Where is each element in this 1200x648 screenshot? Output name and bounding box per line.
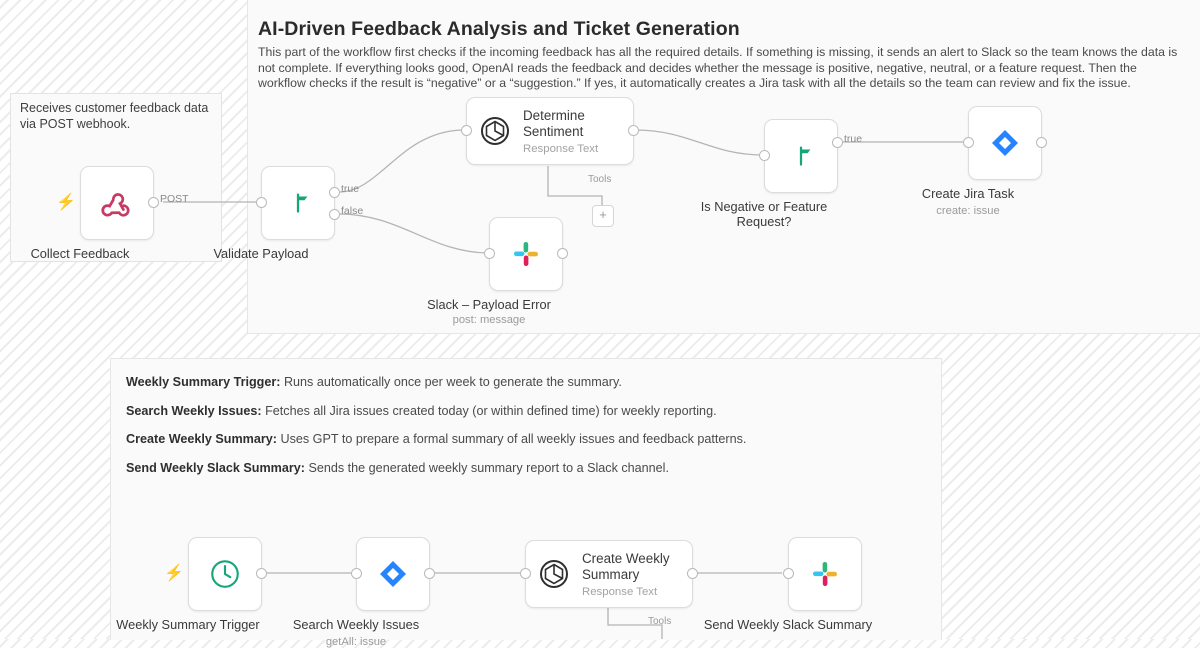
legend-item-text: Uses GPT to prepare a formal summary of all weekly issues and feedback patterns.: [276, 432, 747, 446]
legend-item: [126, 403, 926, 419]
node-slack-payload-error-box[interactable]: [489, 217, 563, 291]
output-port[interactable]: [557, 248, 568, 259]
tools-label: Tools: [588, 174, 612, 185]
output-port[interactable]: [148, 197, 159, 208]
jira-icon: [377, 558, 409, 590]
port-label-false: false: [341, 205, 364, 217]
slack-icon: [809, 558, 841, 590]
switch-icon: [786, 141, 816, 171]
output-port[interactable]: [1036, 137, 1047, 148]
webhook-icon: [100, 186, 134, 220]
legend-item-title: Search Weekly Issues:: [126, 403, 262, 418]
node-search-weekly-issues-box[interactable]: [356, 537, 430, 611]
node-weekly-summary-trigger-box[interactable]: [188, 537, 262, 611]
node-collect-feedback-box[interactable]: [80, 166, 154, 240]
legend-item: [126, 460, 926, 476]
legend-item-text: Runs automatically once per week to generate the summary.: [280, 375, 622, 389]
node-label: Collect Feedback: [30, 246, 130, 261]
node-send-weekly-slack-summary-box[interactable]: [788, 537, 862, 611]
tools-label: Tools: [648, 616, 672, 627]
output-port-true[interactable]: [329, 187, 340, 198]
node-label: Validate Payload: [213, 246, 309, 261]
legend-item-text: Fetches all Jira issues created today (or within defined time) for weekly reporting.: [261, 403, 717, 418]
output-port[interactable]: [424, 568, 435, 579]
node-label: Send Weekly Slack Summary: [703, 617, 873, 632]
legend-item-title: Weekly Summary Trigger:: [126, 375, 281, 389]
sticky-description: This part of the workflow first checks if the incoming feedback has all the required details. If something is missing, it sends an alert to Slack so the team knows the data is not complete. If everything looks good, OpenAI reads the feedback and decides whether the message is positive, negative, neutral, or a feature request. Then the workflow checks if the result is “negative” or a “suggestion.” If yes, it automatically creates a Jira task with all the details so the team can review and fix the issue.: [258, 45, 1178, 91]
port-label-true: true: [341, 183, 360, 195]
node-validate-payload-box[interactable]: [261, 166, 335, 240]
node-subtitle: Response Text: [523, 142, 599, 155]
input-port[interactable]: [963, 137, 974, 148]
output-port-false[interactable]: [329, 209, 340, 220]
openai-icon: [479, 115, 511, 147]
node-create-weekly-summary-box[interactable]: [525, 540, 693, 608]
node-sublabel: create: issue: [936, 205, 1000, 217]
add-tool-button[interactable]: +: [592, 205, 614, 227]
legend-list: [126, 374, 926, 488]
legend-item-title: Create Weekly Summary:: [126, 432, 277, 446]
node-create-jira-task-box[interactable]: [968, 106, 1042, 180]
output-port[interactable]: [628, 125, 639, 136]
port-label-post: POST: [160, 193, 189, 205]
legend-item-title: Send Weekly Slack Summary:: [126, 460, 305, 475]
node-label: Slack – Payload Error: [427, 297, 551, 312]
note-text: Receives customer feedback data via POST webhook.: [20, 101, 209, 131]
input-port[interactable]: [256, 197, 267, 208]
input-port[interactable]: [759, 150, 770, 161]
input-port[interactable]: [351, 568, 362, 579]
clock-icon: [208, 557, 242, 591]
lightning-icon: ⚡: [164, 565, 184, 582]
output-port[interactable]: [687, 568, 698, 579]
input-port[interactable]: [484, 248, 495, 259]
openai-icon: [538, 558, 570, 590]
lightning-icon: ⚡: [56, 194, 76, 211]
page-title: AI-Driven Feedback Analysis and Ticket Generation: [258, 18, 740, 40]
input-port[interactable]: [520, 568, 531, 579]
node-title: Determine Sentiment: [523, 107, 585, 139]
node-sublabel: post: message: [452, 314, 526, 326]
input-port[interactable]: [461, 125, 472, 136]
node-is-negative-box[interactable]: [764, 119, 838, 193]
node-subtitle: Response Text: [582, 585, 658, 598]
legend-item: [126, 374, 926, 390]
node-label: Search Weekly Issues: [292, 617, 420, 632]
node-label: Is Negative or Feature Request?: [700, 199, 828, 229]
node-determine-sentiment-box[interactable]: [466, 97, 634, 165]
node-label: Create Jira Task: [921, 186, 1015, 201]
node-sublabel: getAll: issue: [325, 636, 387, 648]
port-label-true: true: [844, 133, 863, 145]
slack-icon: [510, 238, 542, 270]
legend-item: [126, 431, 926, 447]
jira-icon: [989, 127, 1021, 159]
output-port[interactable]: [256, 568, 267, 579]
input-port[interactable]: [783, 568, 794, 579]
node-title: Create Weekly Summary: [582, 550, 670, 582]
output-port-true[interactable]: [832, 137, 843, 148]
node-label: Weekly Summary Trigger: [116, 617, 260, 632]
legend-item-text: Sends the generated weekly summary report to a Slack channel.: [304, 460, 669, 475]
switch-icon: [283, 188, 313, 218]
